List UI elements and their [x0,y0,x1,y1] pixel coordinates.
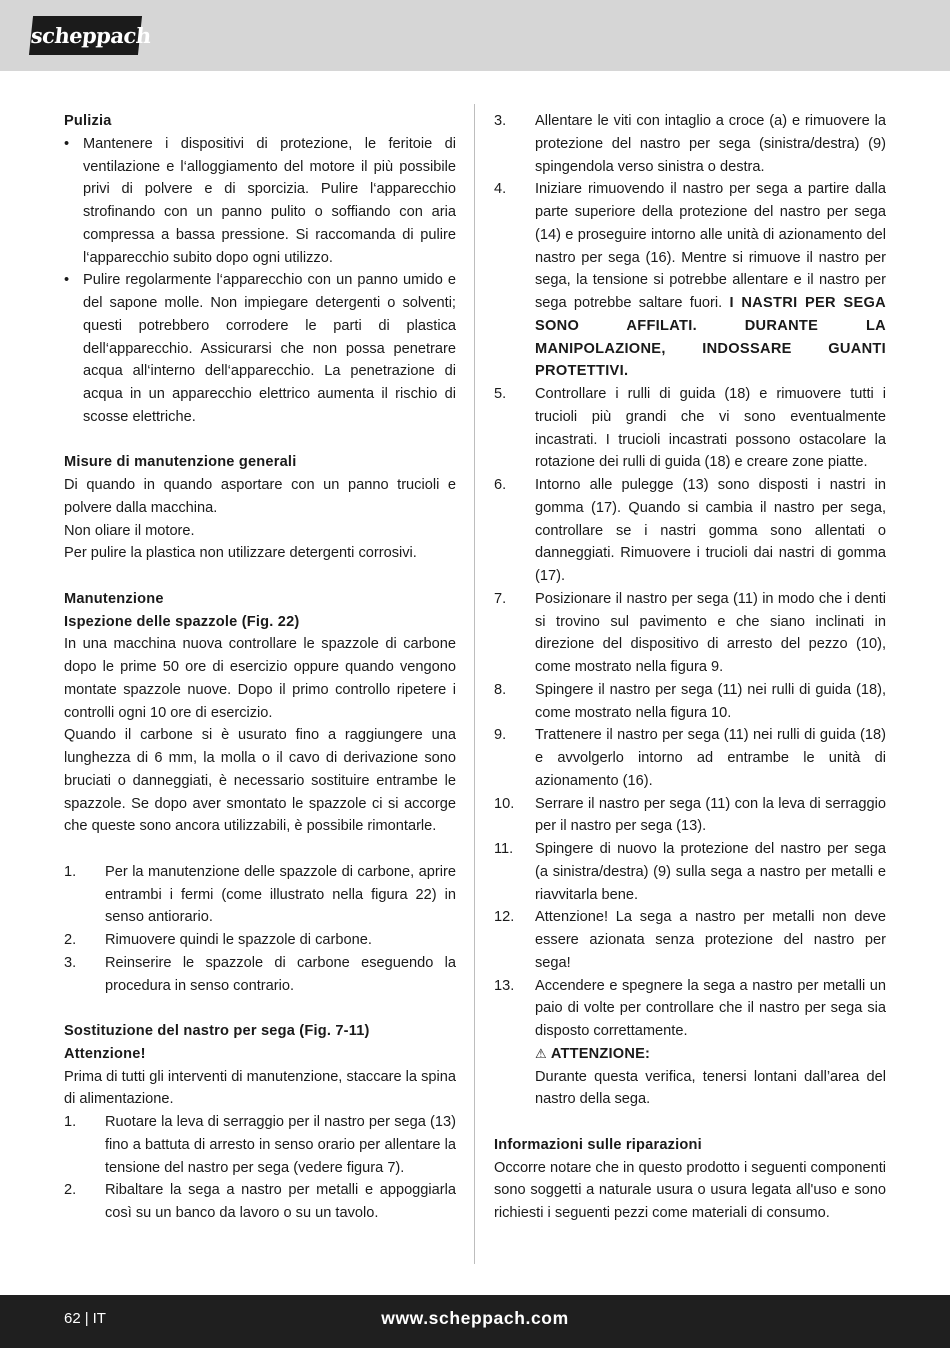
section-heading-manutenzione: Manutenzione [64,590,164,607]
step-text: Intorno alle pulegge (13) sono disposti i nastri in gomma (17). Quando si cambia il nastro per sega, controllare se i nastri gomma sono allentati o danneggiati. Rimuovere i trucioli dai nastri di gomma (17). [535,477,886,584]
paragraph: Quando il carbone si è usurato fino a raggiungere una lunghezza di 6 mm, la molla o il cavo di derivazione sono bruciati o danneggiati, è necessario sostituire entrambe le spazzole. Se dopo aver smontato le spazzole ci si accorge che queste sono ancora utilizzabili, è possibile rimontarle. [64,727,456,835]
list-item [64,1179,456,1225]
bullet-item [64,133,456,270]
list-item [494,838,886,906]
list-item [64,929,456,952]
paragraph: Occorre notare che in questo prodotto i seguenti componenti sono soggetti a naturale usura o usura legata all'uso e sono richiesti i seguenti pezzi come materiali di consumo. [494,1159,886,1221]
safety-warning-caps: I NASTRI PER SEGA SONO AFFILATI. DURANTE LA MANIPOLAZIONE, INDOSSARE GUANTI PROTETTIVI. [535,295,886,380]
warning-heading [494,1043,886,1066]
list-item [494,906,886,974]
bullet-mark: • [64,272,70,289]
bullet-item [64,269,456,428]
scheppach-logo: scheppach [29,16,142,55]
step-number: 2. [64,1182,77,1199]
page-header [0,0,950,71]
language-code: IT [92,1310,106,1327]
section-heading-riparazioni: Informazioni sulle riparazioni [494,1136,702,1153]
page-footer [0,1295,950,1348]
column-divider [474,104,475,1264]
step-text: Ribaltare la sega a nastro per metalli e appoggiarla così su un banco da lavoro o su un tavolo. [105,1182,456,1221]
left-column [64,110,456,1225]
list-item [494,679,886,725]
attention-label: Attenzione! [64,1045,146,1062]
step-text: Rimuovere quindi le spazzole di carbone. [105,932,372,948]
step-text: Trattenere il nastro per sega (11) nei rulli di guida (18) e avvolgerlo intorno ad entrambe le unità di azionamento (16). [535,727,886,789]
step-number: 5. [494,386,507,402]
list-item [494,474,886,588]
step-text: Reinserire le spazzole di carbone eseguendo la procedura in senso contrario. [105,954,456,994]
section-heading-pulizia: Pulizia [64,113,112,129]
step-text: Per la manutenzione delle spazzole di carbone, aprire entrambi i fermi (come illustrato nella figura 22) in senso antiorario. [105,863,456,926]
warning-triangle-icon: ⚠ [535,1045,547,1061]
step-text: Iniziare rimuovendo il nastro per sega a partire dalla parte superiore della protezione del nastro per sega (14) e proseguire intorno alle unità di azionamento del nastro per sega (16). Mentre si rimuove il nastro per sega, la tensione si potrebbe allentare e il nastro per sega potrebbe saltare fuori. [535,181,886,311]
step-text: Posizionare il nastro per sega (11) in modo che i denti si trovino sul pavimento e che siano inclinati in direzione del dispositivo di arresto del pezzo (10), come mostrato nella figura 9. [535,590,886,675]
bullet-text: Mantenere i dispositivi di protezione, le feritoie di ventilazione e l‘alloggiamento del motore il più possibile privi di polvere e di sporcizia. Pulire l‘apparecchio strofinando con un panno pulito o soffiando con aria compressa a bassa pressione. Si raccomanda di pulire l‘apparecchio subito dopo ogni utilizzo. [83,135,456,266]
step-text: Spingere il nastro per sega (11) nei rulli di guida (18), come mostrato nella figura 10. [535,681,886,721]
subsection-heading-spazzole: Ispezione delle spazzole (Fig. 22) [64,613,300,630]
paragraph: Non oliare il motore. [64,522,195,539]
warning-label: ATTENZIONE: [550,1045,651,1062]
step-number: 1. [64,1114,77,1130]
paragraph: Per pulire la plastica non utilizzare detergenti corrosivi. [64,545,417,562]
step-number: 11. [494,841,514,857]
step-number: 10. [494,795,515,812]
page-number: 62 [64,1310,81,1327]
website-url: www.scheppach.com [381,1308,569,1328]
warning-text: Durante questa verifica, tenersi lontani dall’area del nastro della sega. [535,1068,886,1108]
step-number: 13. [494,977,515,994]
step-text: Accendere e spegnere la sega a nastro per metalli un paio di volte per controllare che il nastro per sega sia disposto correttamente. [535,977,886,1039]
step-number: 8. [494,681,507,698]
step-text: Controllare i rulli di guida (18) e rimuovere tutti i trucioli più grandi che vi sono eventualmente incastrati. I trucioli incastrati possono ostacolare la rotazione dei rulli di guida (18) e creare zone piatte. [535,386,886,471]
footer-separator: | [84,1310,89,1327]
section-heading-misure: Misure di manutenzione generali [64,454,297,471]
list-item [494,793,886,839]
list-item [494,110,886,178]
step-text: Spingere di nuovo la protezione del nastro per sega (a sinistra/destra) (9) sulla sega a nastro per metalli e riavvitarla bene. [535,841,886,903]
step-text: Allentare le viti con intaglio a croce (a) e rimuovere la protezione del nastro per sega (sinistra/destra) (9) spingendola verso sinistra o destra. [535,113,886,175]
step-number: 3. [494,113,507,129]
list-item [494,383,886,474]
bullet-text: Pulire regolarmente l‘apparecchio con un panno umido e del sapone molle. Non impiegare detergenti o solventi; questi potrebbero corrodere le parti di plastica dell‘apparecchio. Assicurarsi che non possa penetrare acqua all‘interno dell‘apparecchio. La penetrazione di acqua in un apparecchio elettrico aumenta il rischio di scosse elettriche. [83,272,456,425]
paragraph: Di quando in quando asportare con un panno trucioli e polvere dalla macchina. [64,477,456,516]
right-column [494,110,886,1225]
step-text: Ruotare la leva di serraggio per il nastro per sega (13) fino a battuta di arresto in senso orario per allentare la tensione del nastro per sega (vedere figura 7). [105,1114,456,1176]
step-number: 12. [494,909,515,926]
step-number: 9. [494,727,507,744]
step-number: 3. [64,954,77,971]
step-number: 1. [64,863,77,880]
list-item [64,1111,456,1179]
list-item [494,975,886,1043]
step-number: 6. [494,477,507,493]
list-item [64,952,456,998]
section-heading-nastro: Sostituzione del nastro per sega (Fig. 7-11) [64,1023,370,1039]
list-item [494,588,886,679]
list-item [494,178,886,383]
step-text: Serrare il nastro per sega (11) con la leva di serraggio per il nastro per sega (13). [535,795,886,835]
bullet-mark: • [64,135,70,152]
step-number: 4. [494,181,507,198]
list-item [494,724,886,792]
step-number: 7. [494,590,507,607]
step-number: 2. [64,932,77,948]
list-item [64,861,456,929]
paragraph: Prima di tutti gli interventi di manutenzione, staccare la spina di alimentazione. [64,1068,456,1108]
step-text: Attenzione! La sega a nastro per metalli non deve essere azionata senza protezione del nastro per sega! [535,909,886,971]
paragraph: In una macchina nuova controllare le spazzole di carbone dopo le prime 50 ore di esercizio oppure quando vengono montate spazzole nuove. Dopo il primo controllo ripetere i controlli ogni 10 ore di esercizio. [64,636,456,721]
